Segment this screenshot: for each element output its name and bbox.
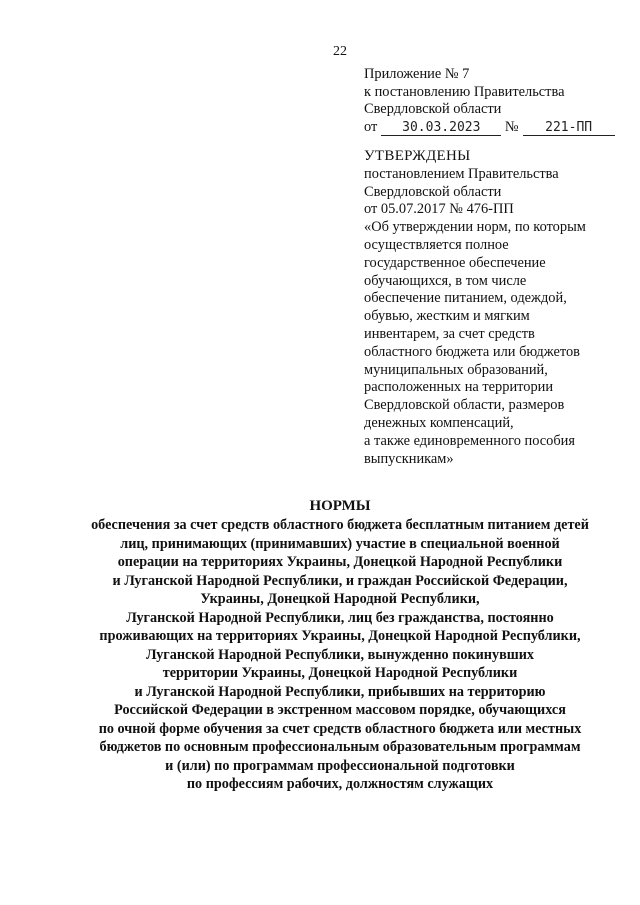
approved-line: государственное обеспечение xyxy=(364,254,546,271)
approved-line: областного бюджета или бюджетов xyxy=(364,343,580,360)
norms-subtitle-line: обеспечения за счет средств областного бюджета бесплатным питанием детей xyxy=(91,517,589,533)
annex-date-number-line xyxy=(364,119,624,137)
norms-subtitle-line: и Луганской Народной Республики, прибывших на территорию xyxy=(134,683,546,700)
approved-line: денежных компенсаций, xyxy=(364,414,514,431)
annex-date-prefix: от xyxy=(364,118,378,135)
approved-line: Свердловской области xyxy=(364,183,502,200)
norms-subtitle-line: по очной форме обучения за счет средств областного бюджета или местных xyxy=(98,720,582,737)
norms-title: НОРМЫ xyxy=(309,498,371,514)
norms-subtitle-line: Украины, Донецкой Народной Республики, xyxy=(200,591,480,607)
norms-subtitle xyxy=(60,516,620,794)
norms-subtitle-line: и Луганской Народной Республики, и граждан Российской Федерации, xyxy=(112,572,568,589)
page-number: 22 xyxy=(333,44,347,59)
annex-title: Приложение № 7 xyxy=(364,66,470,82)
approved-line: Свердловской области, размеров xyxy=(364,397,565,414)
approved-line: расположенных на территории xyxy=(364,379,554,396)
norms-subtitle-line: Российской Федерации в экстренном массовом порядке, обучающихся xyxy=(114,702,566,718)
norms-subtitle-line: лиц, принимающих (принимавших) участие в специальной военной xyxy=(120,535,560,552)
norms-subtitle-line: Луганской Народной Республики, вынужденно покинувших xyxy=(145,646,534,663)
approved-line: а также единовременного пособия xyxy=(364,432,575,449)
approved-line: обувью, жестким и мягким xyxy=(364,308,530,325)
approved-line: осуществляется полное xyxy=(364,236,509,253)
approved-heading: УТВЕРЖДЕНЫ xyxy=(364,148,471,164)
approved-line: муниципальных образований, xyxy=(364,361,548,378)
norms-subtitle-line: и (или) по программам профессиональной подготовки xyxy=(165,757,515,774)
norms-subtitle-line: территории Украины, Донецкой Народной Республики xyxy=(162,665,518,681)
norms-subtitle-line: операции на территориях Украины, Донецкой Народной Республики xyxy=(117,554,563,570)
annex-date-field: 30.03.2023 xyxy=(381,121,501,136)
approved-line: от 05.07.2017 № 476-ПП xyxy=(364,201,514,218)
approved-line: постановлением Правительства xyxy=(364,165,559,182)
approved-block xyxy=(364,148,634,468)
approved-line: обеспечение питанием, одеждой, xyxy=(364,290,567,307)
annex-number-field: 221-ПП xyxy=(523,121,615,136)
approved-line: выпускникам» xyxy=(364,450,454,467)
approved-line: «Об утверждении норм, по которым xyxy=(364,219,586,236)
norms-subtitle-line: Луганской Народной Республики, лиц без гражданства, постоянно xyxy=(126,609,554,626)
annex-number-prefix: № xyxy=(504,118,519,135)
norms-subtitle-line: по профессиям рабочих, должностям служащих xyxy=(186,776,494,792)
annex-header xyxy=(364,66,624,136)
norms-subtitle-line: проживающих на территориях Украины, Донецкой Народной Республики, xyxy=(99,628,581,644)
annex-resolution-line: к постановлению Правительства xyxy=(364,83,565,100)
approved-line: обучающихся, в том числе xyxy=(364,272,527,289)
norms-subtitle-line: бюджетов по основным профессиональным образовательным программам xyxy=(99,739,581,755)
annex-region-line: Свердловской области xyxy=(364,101,502,117)
approved-line: инвентарем, за счет средств xyxy=(364,325,535,342)
